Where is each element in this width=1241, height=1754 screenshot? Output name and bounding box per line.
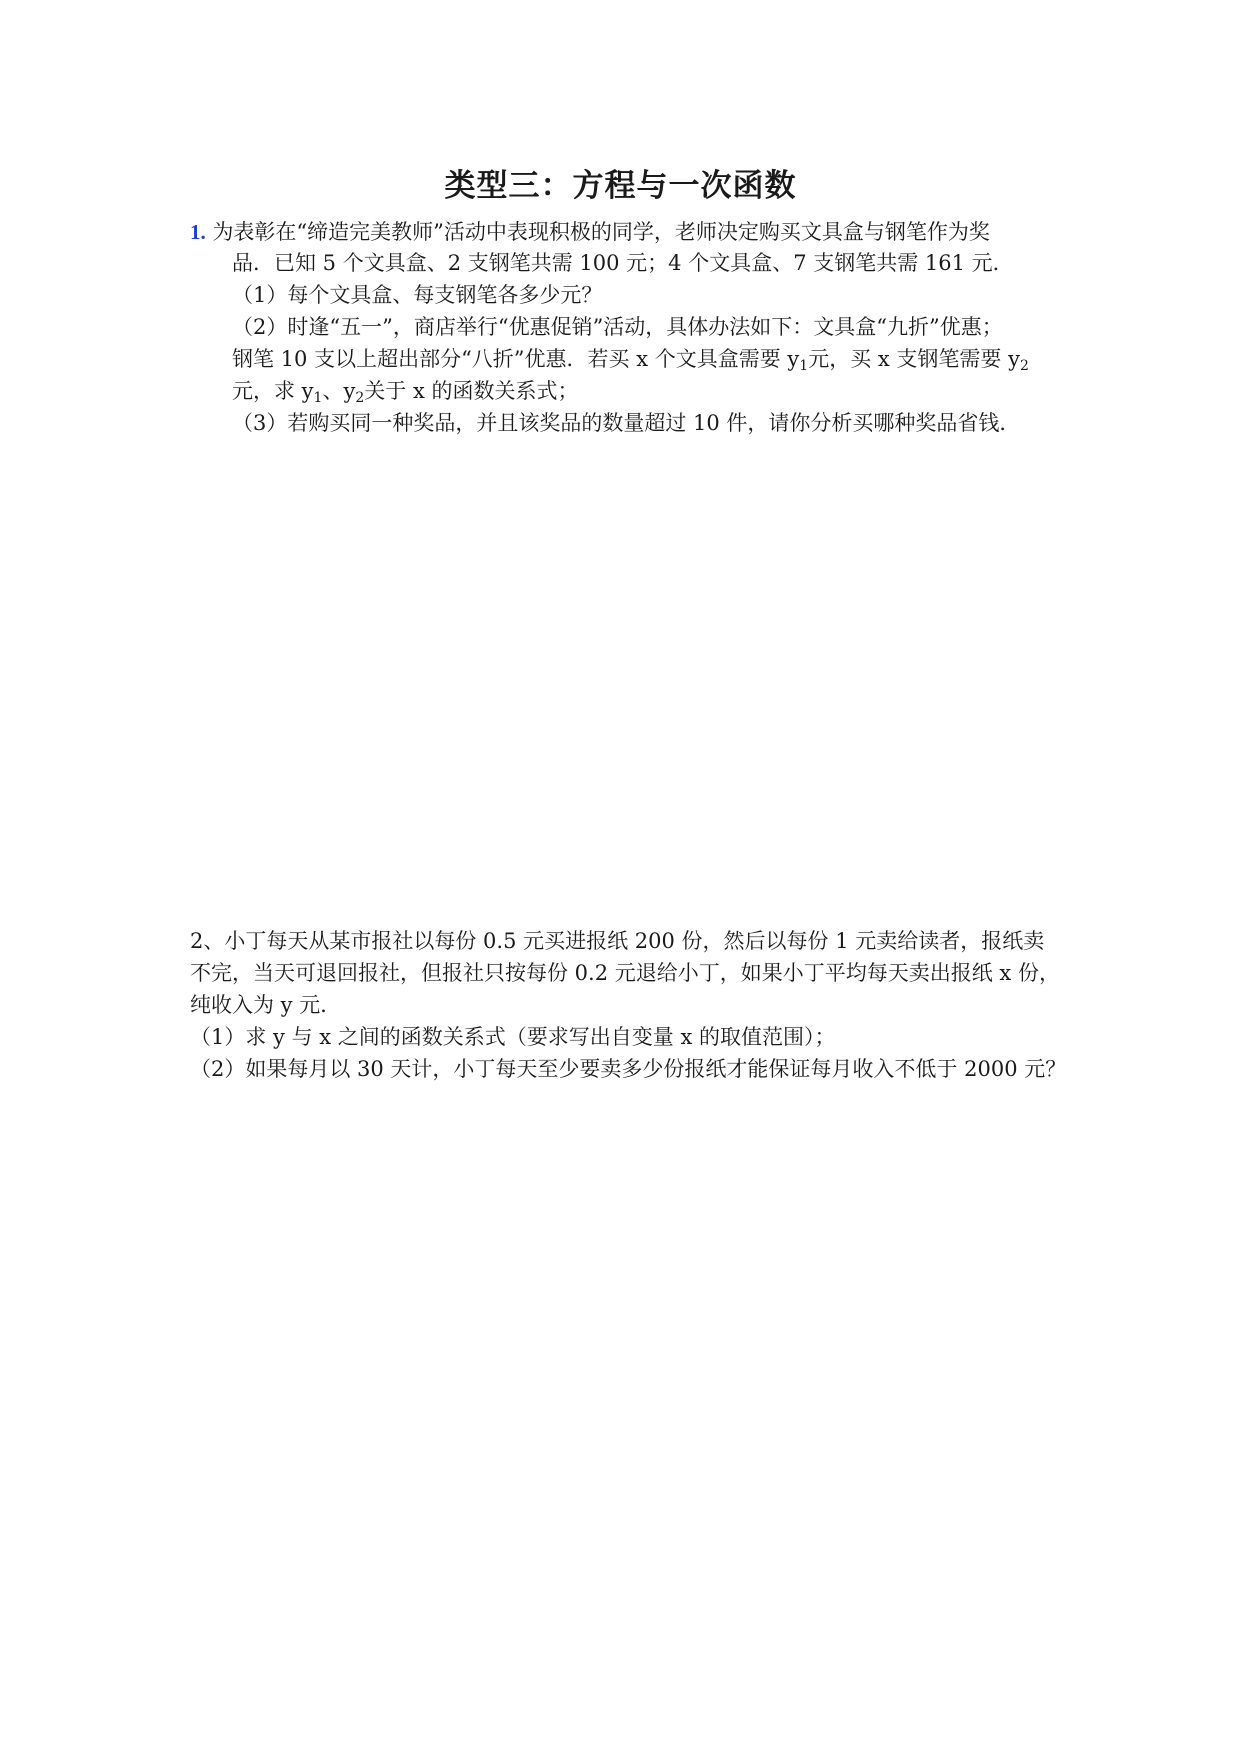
page-title: 类型三：方程与一次函数 xyxy=(444,168,797,204)
q1-line-2: 品．已知 5 个文具盒、2 支钢笔共需 100 元；4 个文具盒、7 支钢笔共需 161 元． xyxy=(232,251,1014,275)
q1-part-2-line-2 xyxy=(232,344,1029,374)
q1-part-2-line-3-text-b: 、y xyxy=(322,379,356,403)
subscript-2: 2 xyxy=(355,390,365,406)
q1-part-2-line-2-text-b: 元，买 x 支钢笔需要 y xyxy=(808,347,1020,371)
q1-part-2-line-3 xyxy=(232,376,578,406)
q2-line-3: 纯收入为 y 元． xyxy=(190,993,342,1017)
q2-part-1: （1）求 y 与 x 之间的函数关系式（要求写出自变量 x 的取值范围）； xyxy=(190,1025,836,1049)
q1-number: 1. xyxy=(190,220,206,244)
q1-part-3: （3）若购买同一种奖品，并且该奖品的数量超过 10 件，请你分析买哪种奖品省钱． xyxy=(232,411,1021,435)
q1-part-2-line-3-text-c: 关于 x 的函数关系式； xyxy=(364,379,579,403)
subscript-1: 1 xyxy=(799,358,809,374)
q1-text-line1: 为表彰在“缔造完美教师”活动中表现积极的同学，老师决定购买文具盒与钢笔作为奖 xyxy=(212,220,990,244)
q1-part-2-line-1: （2）时逢“五一”，商店举行“优惠促销”活动，具体办法如下：文具盒“九折”优惠； xyxy=(232,315,1003,339)
subscript-1: 1 xyxy=(313,390,323,406)
q1-part-2-line-2-text-a: 钢笔 10 支以上超出部分“八折”优惠．若买 x 个文具盒需要 y xyxy=(232,347,800,371)
q2-line-1: 2、小丁每天从某市报社以每份 0.5 元买进报纸 200 份，然后以每份 1 元卖给读者，报纸卖 xyxy=(190,929,1045,953)
q2-line-2: 不完，当天可退回报社，但报社只按每份 0.2 元退给小丁，如果小丁平均每天卖出报纸 x 份， xyxy=(190,961,1060,985)
subscript-2: 2 xyxy=(1019,358,1029,374)
q1-line-1 xyxy=(190,217,990,247)
q2-part-2: （2）如果每月以 30 天计，小丁每天至少要卖多少份报纸才能保证每月收入不低于 2000 元？ xyxy=(190,1057,1067,1081)
q1-part-1: （1）每个文具盒、每支钢笔各多少元？ xyxy=(232,283,603,307)
q1-part-2-line-3-text-a: 元，求 y xyxy=(232,379,314,403)
